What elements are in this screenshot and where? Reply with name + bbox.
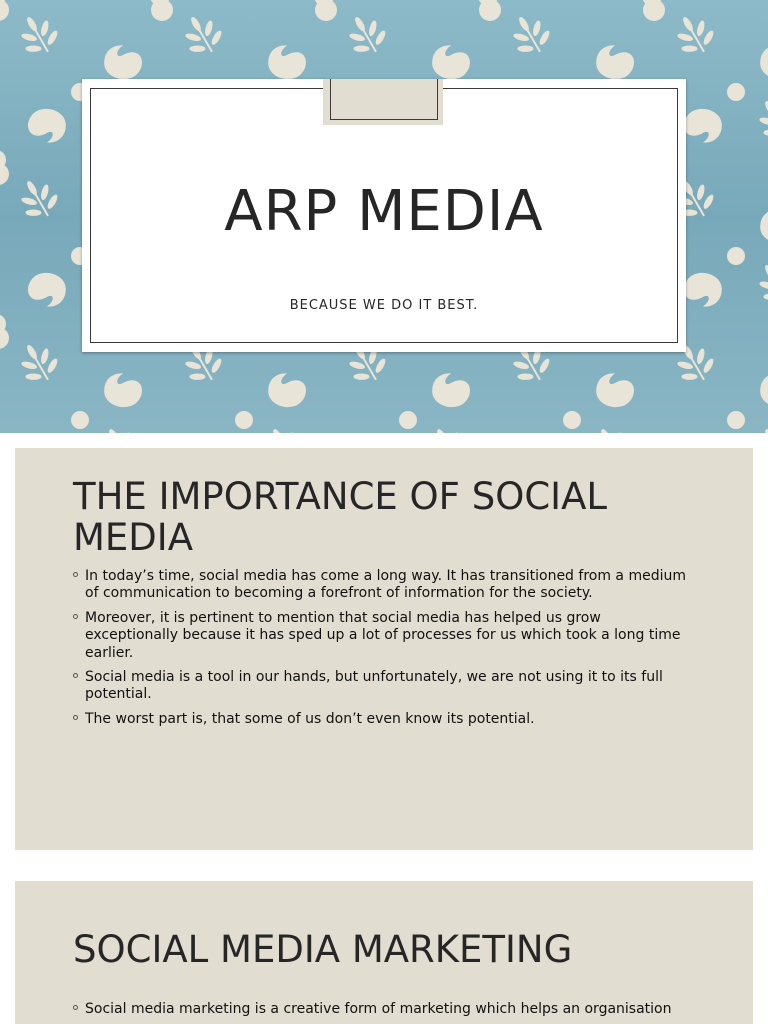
bullet-text: The worst part is, that some of us don’t even know its potential. bbox=[85, 710, 535, 727]
dot-motif bbox=[727, 83, 745, 101]
slide-heading: SOCIAL MEDIA MARKETING bbox=[73, 928, 573, 971]
bullet-text: Social media is a tool in our hands, but unfortunately, we are not using it to its full potential. bbox=[85, 669, 663, 703]
dot-motif bbox=[71, 411, 89, 429]
bullet-item bbox=[73, 1001, 693, 1018]
title-card bbox=[82, 79, 686, 352]
title-tab-frame bbox=[330, 79, 438, 120]
dot-motif bbox=[315, 0, 337, 21]
dot-motif bbox=[235, 411, 253, 429]
bullet-text: In today’s time, social media has come a long way. It has transitioned from a medium of communication to becoming a forefront of information for the society. bbox=[85, 568, 686, 602]
dot-motif bbox=[643, 0, 665, 21]
dot-motif bbox=[151, 0, 173, 21]
presentation-title: ARP MEDIA bbox=[224, 179, 544, 244]
dot-motif bbox=[563, 411, 581, 429]
bullet-circle-icon bbox=[73, 715, 78, 720]
bullet-list bbox=[73, 1001, 693, 1024]
bullet-circle-icon bbox=[73, 572, 78, 577]
presentation-subtitle: BECAUSE WE DO IT BEST. bbox=[289, 298, 479, 313]
title-tab bbox=[323, 79, 443, 125]
bullet-text: Social media marketing is a creative form of marketing which helps an organisation bbox=[85, 1001, 672, 1017]
dot-motif bbox=[727, 411, 745, 429]
bullet-circle-icon bbox=[73, 614, 78, 619]
title-slide bbox=[0, 0, 768, 433]
bullet-item bbox=[73, 568, 693, 603]
slide-heading: THE IMPORTANCE OF SOCIAL MEDIA bbox=[73, 475, 607, 559]
bullet-item bbox=[73, 669, 693, 704]
bullet-item bbox=[73, 610, 693, 662]
bullet-text: Moreover, it is pertinent to mention that social media has helped us grow exceptionally because it has sped up a lot of processes for us which took a long time earlier. bbox=[85, 609, 681, 661]
dot-motif bbox=[479, 0, 501, 21]
dot-motif bbox=[727, 247, 745, 265]
dot-motif bbox=[399, 411, 417, 429]
bullet-list bbox=[73, 568, 693, 735]
slide-social-media-marketing bbox=[15, 881, 753, 1024]
bullet-item bbox=[73, 711, 693, 728]
bullet-circle-icon bbox=[73, 673, 78, 678]
slide-importance-of-social-media bbox=[15, 448, 753, 850]
bullet-circle-icon bbox=[73, 1005, 78, 1010]
